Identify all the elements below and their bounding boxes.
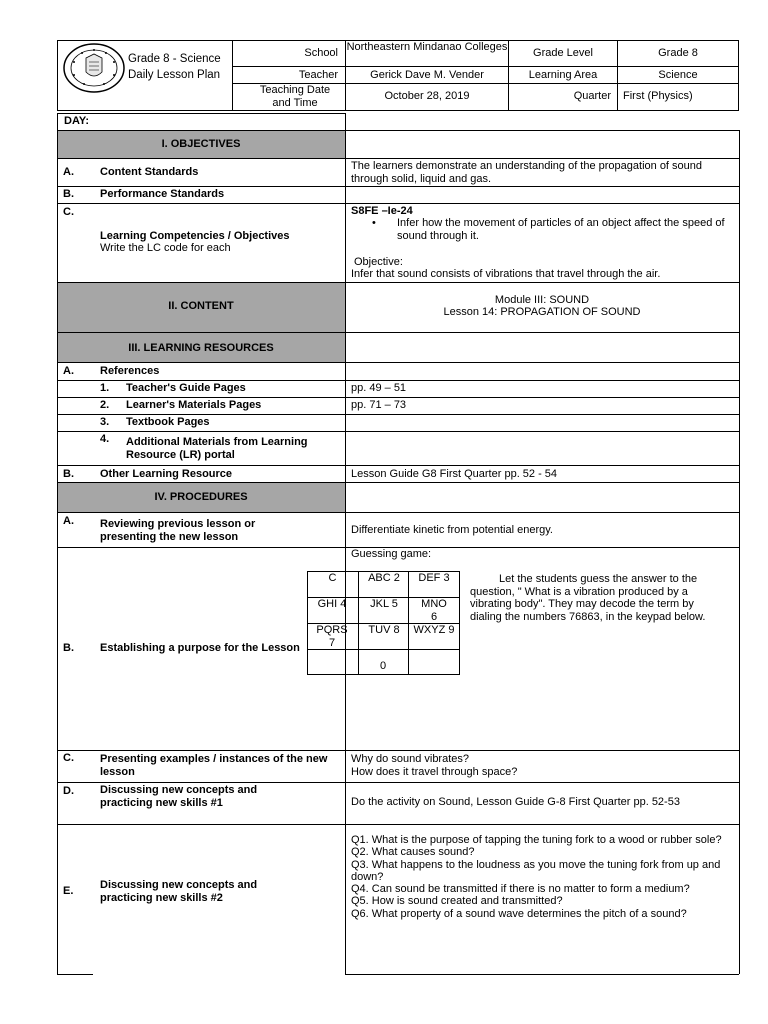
learning-area-value: Science xyxy=(658,69,698,81)
keypad xyxy=(307,571,460,675)
grade-level-value: Grade 8 xyxy=(658,47,698,59)
keypad-key: WXYZ 9 xyxy=(413,624,455,636)
teacher-label: Teacher xyxy=(298,69,338,81)
proc-c-label: Presenting examples / instances of the new lesson xyxy=(100,753,328,778)
proc-d-value: Do the activity on Sound, Lesson Guide G-8 First Quarter pp. 52-53 xyxy=(351,796,680,808)
content-standards-label: Content Standards xyxy=(100,166,199,178)
competency-bullet: Infer how the movement of particles of an object affect the speed of sound through it. xyxy=(397,217,725,242)
keypad-key: TUV 8 xyxy=(368,624,400,636)
keypad-key: GHI 4 xyxy=(317,598,347,610)
keypad-key: 0 xyxy=(379,660,387,672)
question-item: Q1. What is the purpose of tapping the tuning fork to a wood or rubber sole? xyxy=(351,834,722,846)
question-item: Q5. How is sound created and transmitted? xyxy=(351,895,563,908)
proc-d-letter: D. xyxy=(63,785,74,797)
learning-area-label: Learning Area xyxy=(528,69,598,81)
resource-item-label: Additional Materials from Learning Resource (LR) portal xyxy=(126,436,308,461)
resource-item-num: 3. xyxy=(100,416,110,428)
school-logo xyxy=(62,42,126,94)
resource-item-num: 1. xyxy=(100,382,110,394)
question-list xyxy=(351,834,735,920)
guessing-game-label: Guessing game: xyxy=(351,548,432,560)
resources-heading: III. LEARNING RESOURCES xyxy=(128,342,274,354)
proc-d-label: Discussing new concepts and practicing new skills #1 xyxy=(100,784,258,809)
guessing-game-instructions: Let the students guess the answer to the question, " What is a vibration produced by a vibrating body". They may decode the term by dialing the numbers 76863, in the keypad below. xyxy=(470,573,706,623)
teaching-date-label: Teaching Date and Time xyxy=(259,84,331,109)
proc-c-value-1: Why do sound vibrates? xyxy=(351,753,470,765)
proc-a-value: Differentiate kinetic from potential energy. xyxy=(351,524,553,536)
proc-c-letter: C. xyxy=(63,752,74,764)
grade-level-label: Grade Level xyxy=(533,47,593,59)
content-standards-value: The learners demonstrate an understanding of the propagation of sound through solid, liquid and gas. xyxy=(351,160,703,185)
keypad-key: PQRS 7 xyxy=(316,624,348,649)
other-resource-letter: B. xyxy=(63,468,74,480)
other-resource-value: Lesson Guide G8 First Quarter pp. 52 - 54 xyxy=(351,468,558,480)
competencies-sub: Write the LC code for each xyxy=(100,242,231,254)
quarter-label: Quarter xyxy=(573,90,611,102)
proc-b-letter: B. xyxy=(63,642,74,654)
resource-item-num: 4. xyxy=(100,433,110,445)
performance-standards-letter: B. xyxy=(63,188,74,200)
school-label: School xyxy=(304,47,338,59)
bullet-dot: • xyxy=(372,217,376,229)
header-title-2: Daily Lesson Plan xyxy=(128,69,221,81)
objectives-heading: I. OBJECTIVES xyxy=(161,138,241,150)
keypad-key: JKL 5 xyxy=(370,598,398,610)
objective-text: Infer that sound consists of vibrations that travel through the air. xyxy=(351,268,661,280)
proc-e-letter: E. xyxy=(63,885,74,897)
keypad-key: C xyxy=(328,572,337,584)
question-item: Q4. Can sound be transmitted if there is no matter to form a medium? xyxy=(351,883,690,896)
question-item: Q2. What causes sound? xyxy=(351,846,475,859)
keypad-key: DEF 3 xyxy=(418,572,450,584)
resource-item-value: pp. 71 – 73 xyxy=(351,399,407,411)
other-resource-label: Other Learning Resource xyxy=(100,468,233,480)
resource-item-label: Textbook Pages xyxy=(126,416,210,428)
school-value: Northeastern Mindanao Colleges xyxy=(346,41,508,53)
header-title-1: Grade 8 - Science xyxy=(128,53,221,65)
teaching-date-value: October 28, 2019 xyxy=(384,90,470,102)
keypad-key: MNO 6 xyxy=(421,598,447,623)
teacher-value: Gerick Dave M. Vender xyxy=(370,69,484,81)
resource-item-label: Learner's Materials Pages xyxy=(126,399,262,411)
content-standards-letter: A. xyxy=(63,166,74,178)
content-heading: II. CONTENT xyxy=(168,300,234,312)
question-item: Q3. What happens to the loudness as you move the tuning fork from up and down? xyxy=(351,858,721,883)
proc-c-value-2: How does it travel through space? xyxy=(351,766,518,778)
question-item: Q6. What property of a sound wave determines the pitch of a sound? xyxy=(351,907,687,920)
procedures-heading: IV. PROCEDURES xyxy=(154,491,248,503)
competencies-letter: C. xyxy=(63,206,74,218)
resource-item-value: pp. 49 – 51 xyxy=(351,382,407,394)
proc-e-label: Discussing new concepts and practicing new skills #2 xyxy=(100,879,258,904)
objective-label: Objective: xyxy=(354,256,403,268)
content-module: Module III: SOUND xyxy=(494,294,590,306)
performance-standards-label: Performance Standards xyxy=(100,188,225,200)
references-letter: A. xyxy=(63,365,74,377)
proc-b-label: Establishing a purpose for the Lesson xyxy=(100,642,300,654)
resource-item-num: 2. xyxy=(100,399,110,411)
proc-a-label: Reviewing previous lesson or presenting the new lesson xyxy=(100,518,256,543)
competencies-label: Learning Competencies / Objectives xyxy=(100,230,290,242)
references-label: References xyxy=(100,365,160,377)
keypad-key: ABC 2 xyxy=(368,572,400,584)
lc-code: S8FE –Ie-24 xyxy=(351,205,413,217)
resource-item-label: Teacher's Guide Pages xyxy=(126,382,246,394)
content-lesson: Lesson 14: PROPAGATION OF SOUND xyxy=(443,306,641,318)
proc-a-letter: A. xyxy=(63,515,74,527)
quarter-value: First (Physics) xyxy=(623,90,693,102)
day-label: DAY: xyxy=(64,115,90,127)
